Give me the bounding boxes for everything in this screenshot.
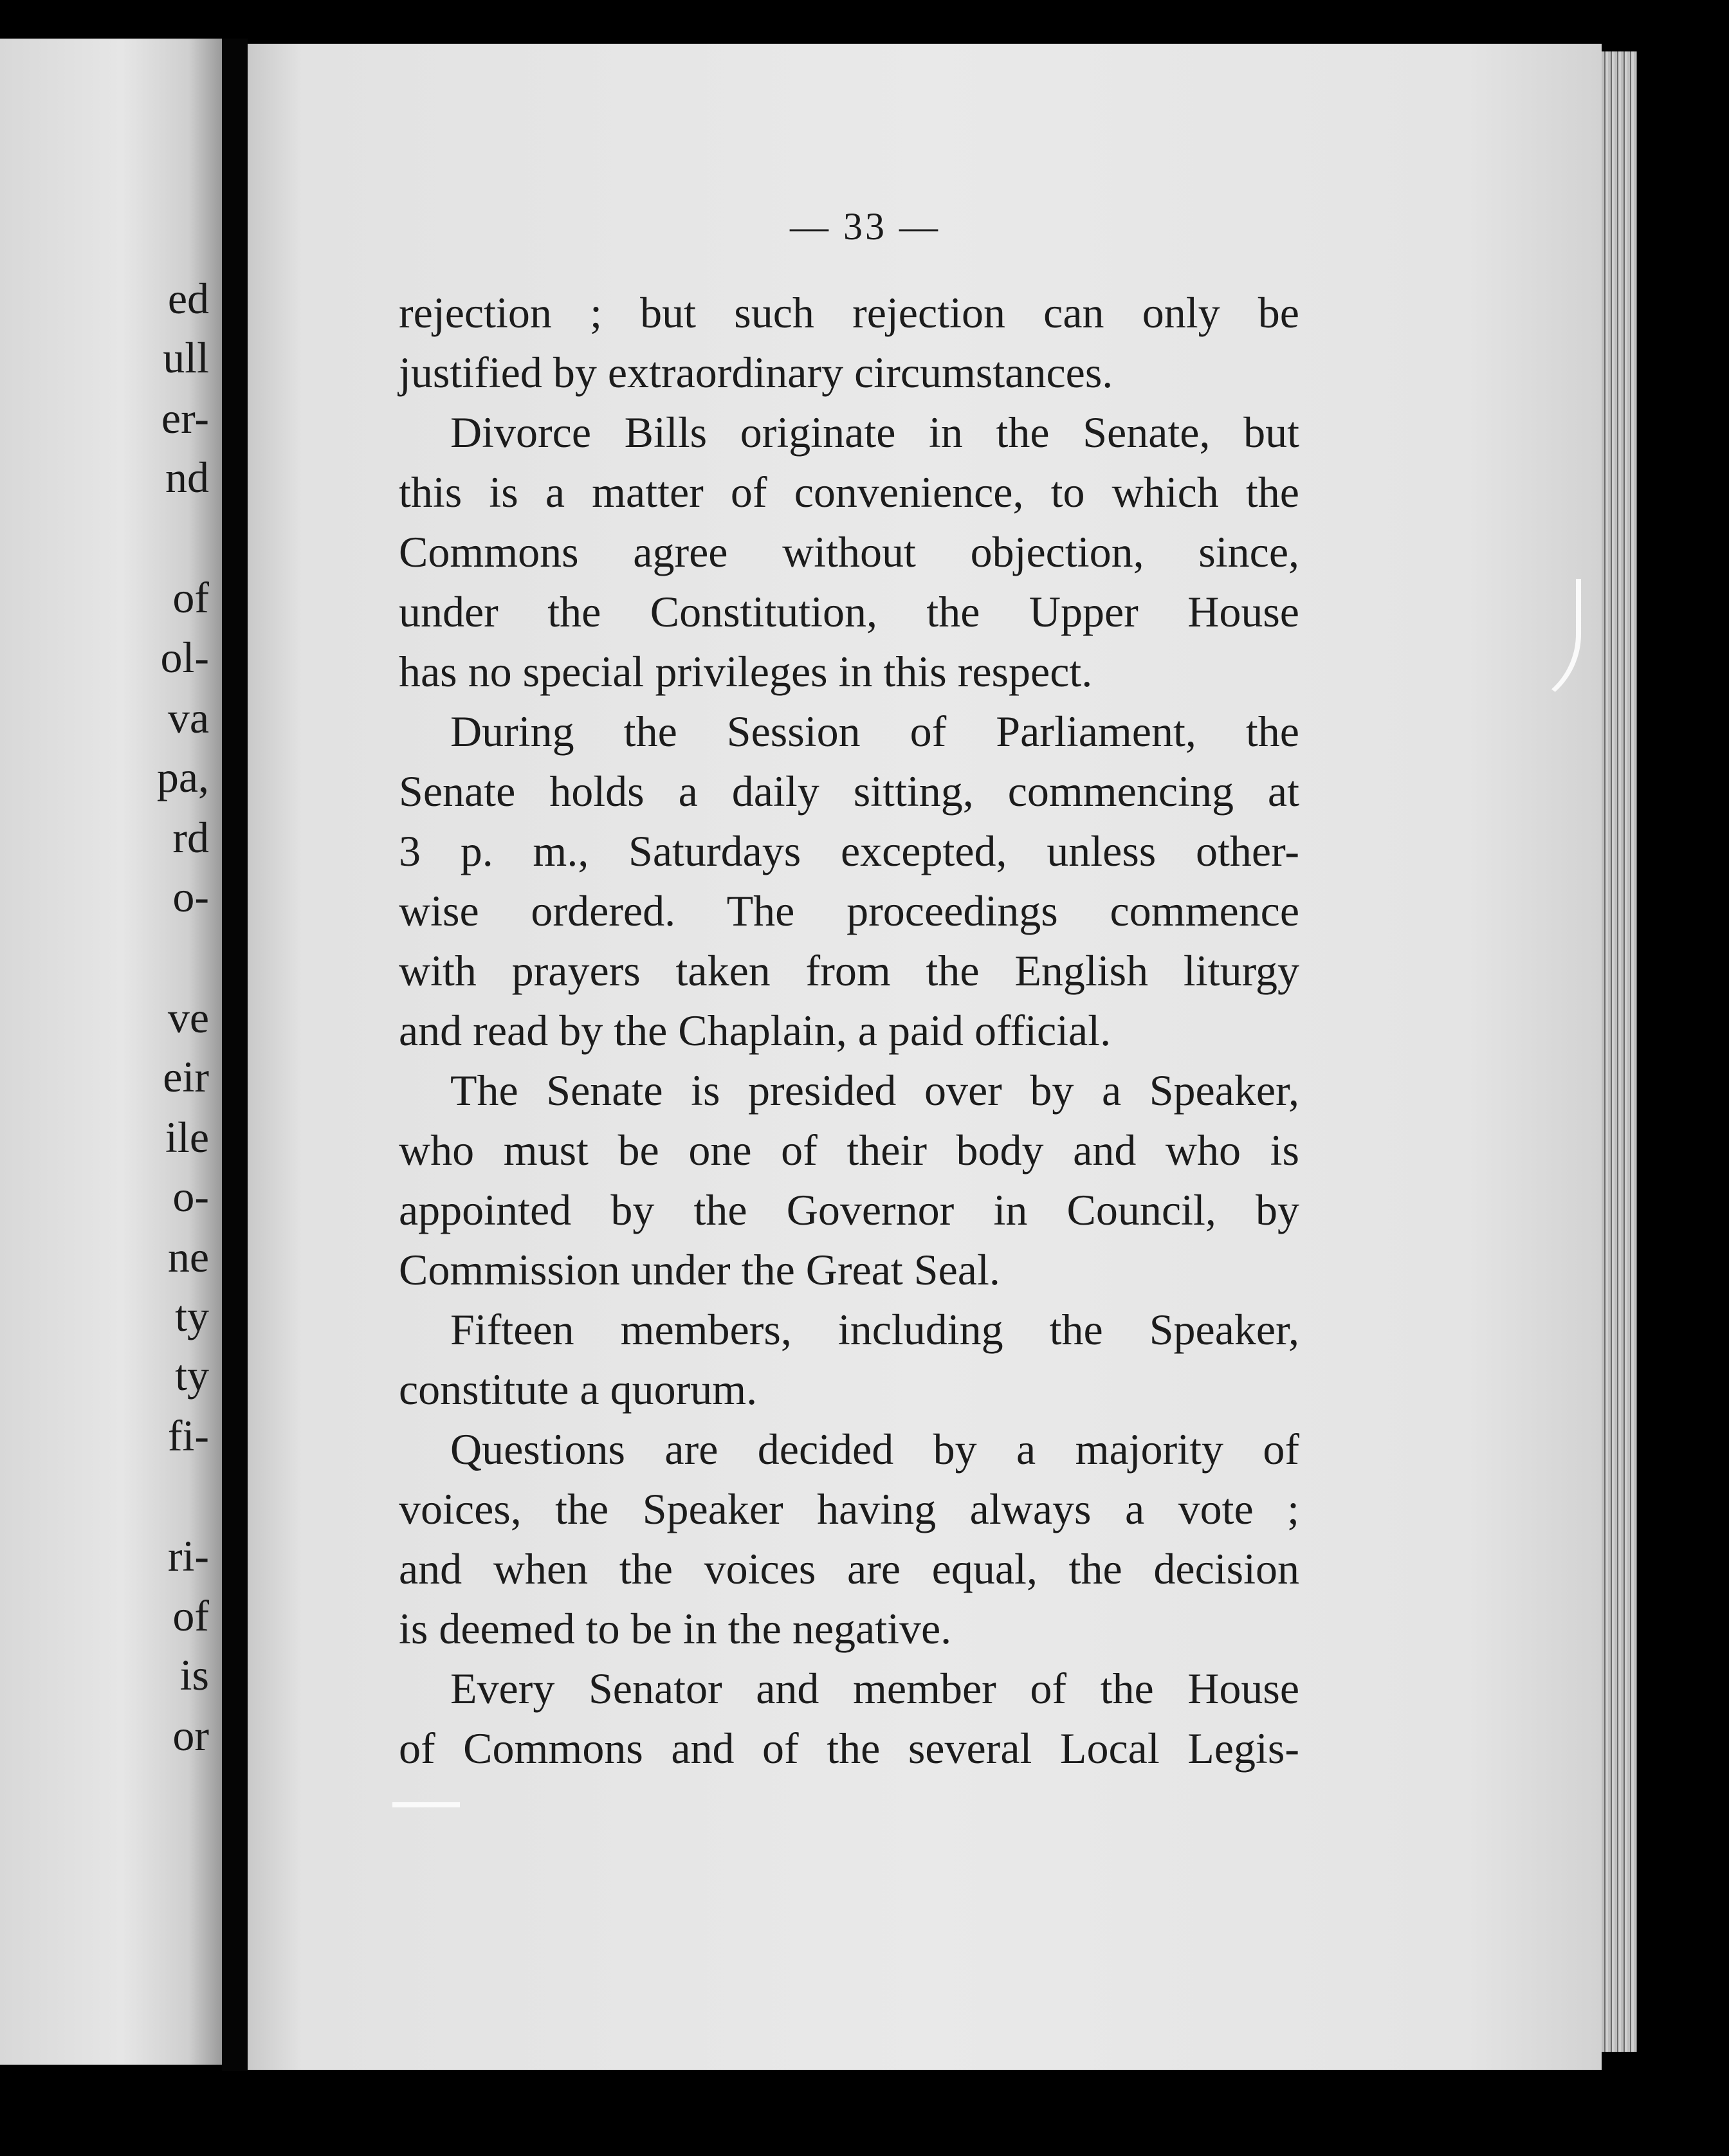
book-gutter: [222, 39, 248, 2071]
paragraph: [399, 702, 1299, 1061]
left-page: [0, 39, 222, 2065]
text-line: appointed by the Governor in Council, by: [399, 1185, 1299, 1234]
left-fragment: pa,: [156, 753, 209, 801]
text-line: Divorce Bills originate in the Senate, but: [450, 408, 1299, 457]
scan-artifact-mark: [392, 1802, 460, 1807]
page-number: — 33 —: [790, 205, 940, 248]
paragraph: [399, 1061, 1299, 1300]
text-line: Commission under the Great Seal.: [399, 1245, 1000, 1294]
text-line: has no special privileges in this respect.: [399, 647, 1093, 696]
left-fragment: ne: [167, 1232, 209, 1281]
page-body-text: [399, 283, 1299, 1778]
text-line: this is a matter of convenience, to which the: [399, 468, 1299, 516]
text-line: justified by extraordinary circumstances.: [399, 348, 1113, 397]
left-fragment: o-: [172, 1172, 209, 1221]
text-line: is deemed to be in the negative.: [399, 1604, 952, 1653]
paragraph: [399, 403, 1299, 702]
paragraph: [399, 1659, 1299, 1778]
left-fragment: of: [172, 1591, 209, 1640]
text-line: constitute a quorum.: [399, 1365, 758, 1414]
left-fragment: nd: [165, 453, 209, 502]
left-fragment: ri-: [167, 1531, 209, 1580]
text-line: who must be one of their body and who is: [399, 1126, 1299, 1174]
text-line: with prayers taken from the English liturgy: [399, 946, 1299, 995]
text-line: During the Session of Parliament, the: [450, 707, 1299, 756]
text-line: and when the voices are equal, the decision: [399, 1544, 1299, 1593]
text-line: and read by the Chaplain, a paid official.: [399, 1006, 1112, 1055]
left-fragment: is: [179, 1650, 209, 1699]
left-fragment: eir: [163, 1052, 209, 1101]
text-line: Every Senator and member of the House: [450, 1664, 1299, 1713]
text-line: under the Constitution, the Upper House: [399, 587, 1299, 636]
text-line: Commons agree without objection, since,: [399, 527, 1299, 576]
text-line: The Senate is presided over by a Speaker,: [450, 1066, 1299, 1115]
text-line: Fifteen members, including the Speaker,: [450, 1305, 1299, 1354]
left-fragment: ol-: [160, 633, 209, 682]
left-fragment: ile: [165, 1113, 209, 1162]
left-fragment: er-: [161, 394, 209, 443]
text-line: of Commons and of the several Local Legis-: [399, 1724, 1299, 1773]
paragraph: [399, 1420, 1299, 1659]
text-line: 3 p. m., Saturdays excepted, unless other-: [399, 827, 1299, 875]
left-fragment: ed: [167, 274, 209, 323]
left-fragment: ull: [163, 333, 209, 382]
paragraph: [399, 1300, 1299, 1420]
paragraph: [399, 283, 1299, 403]
left-fragment: or: [172, 1711, 209, 1760]
left-fragment: ty: [175, 1292, 209, 1340]
left-fragment: va: [167, 693, 209, 742]
text-line: rejection ; but such rejection can only be: [399, 288, 1299, 337]
left-fragment: o-: [172, 872, 209, 921]
text-line: voices, the Speaker having always a vote ;: [399, 1485, 1299, 1533]
text-line: Questions are decided by a majority of: [450, 1425, 1299, 1474]
left-fragment: ve: [167, 993, 209, 1042]
left-fragment: fi-: [167, 1411, 209, 1460]
text-line: wise ordered. The proceedings commence: [399, 886, 1299, 935]
left-fragment: of: [172, 573, 209, 622]
left-fragment: ty: [175, 1351, 209, 1400]
page-edges: [1602, 51, 1637, 2052]
left-fragment: rd: [172, 813, 209, 862]
text-line: Senate holds a daily sitting, commencing at: [399, 767, 1299, 816]
